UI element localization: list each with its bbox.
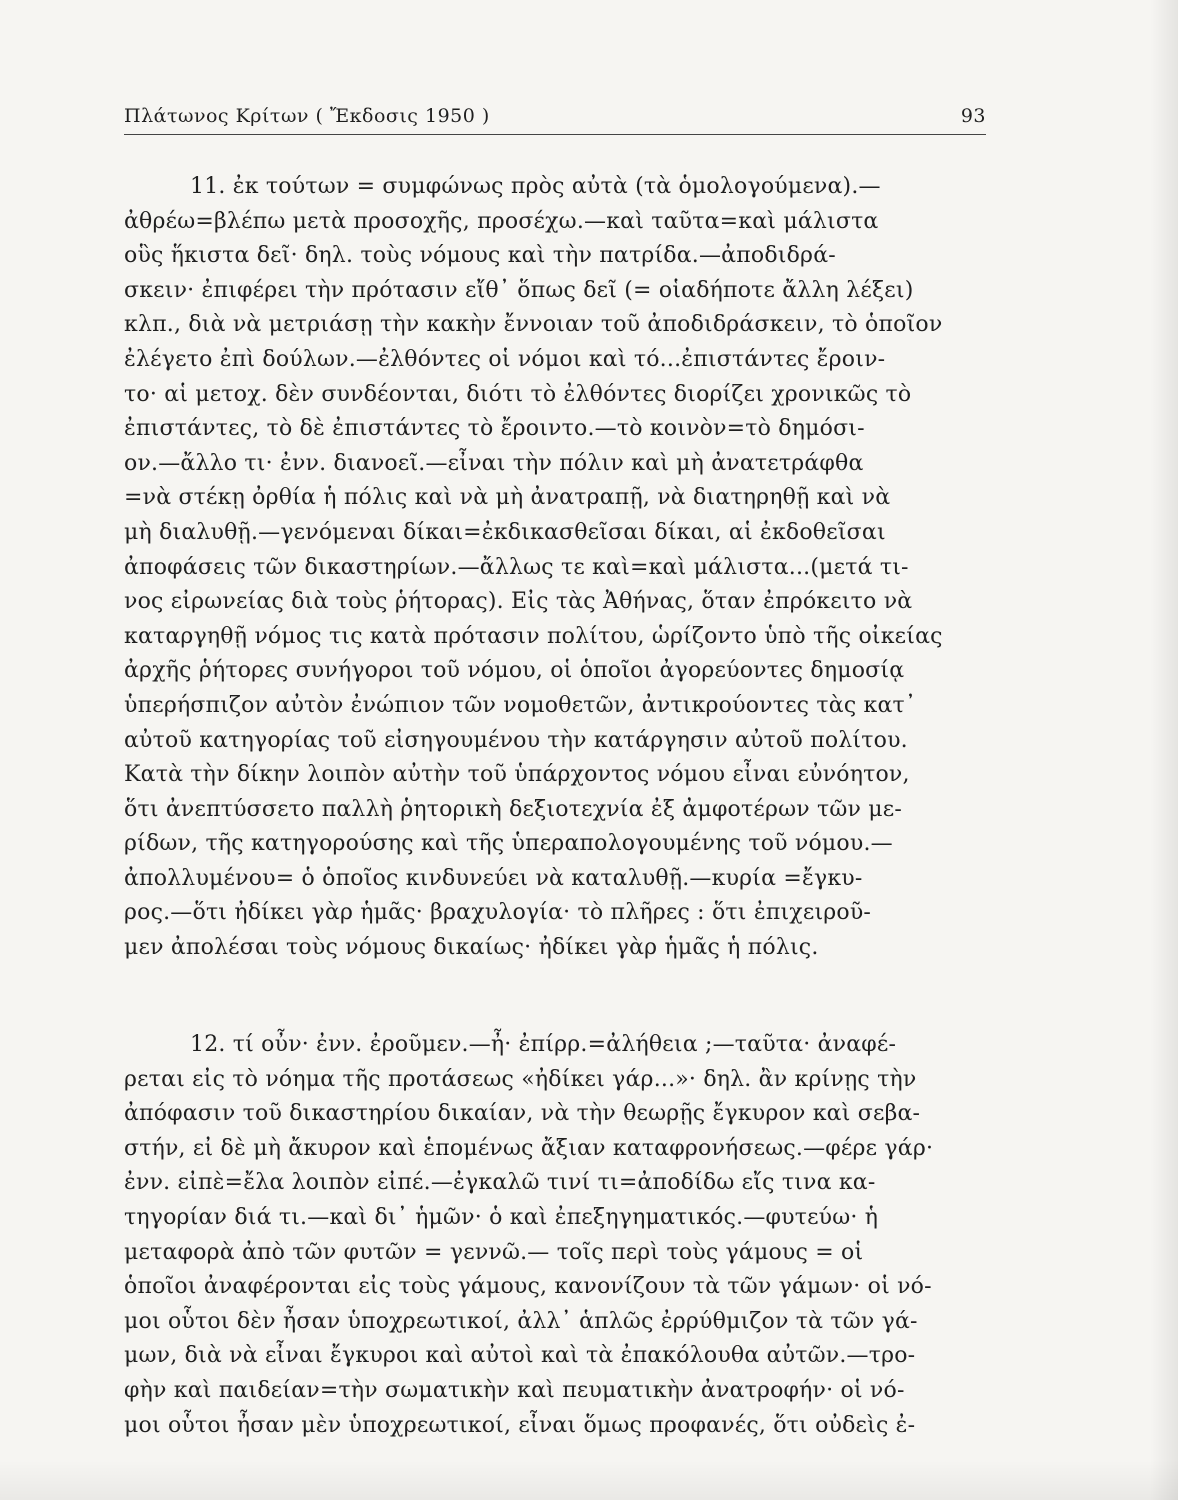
text-line: ἀθρέω=βλέπω μετὰ προσοχῆς, προσέχω.—καὶ ταῦτα=καὶ μάλιστα bbox=[124, 208, 879, 234]
text-line: μεταφορὰ ἀπὸ τῶν φυτῶν = γεννῶ.— τοῖς περὶ τοὺς γάμους = οἱ bbox=[124, 1239, 864, 1265]
text-line: μοι οὗτοι δὲν ἦσαν ὑποχρεωτικοί, ἀλλ᾽ ἁπλῶς ἐρρύθμιζον τὰ τῶν γά- bbox=[124, 1308, 918, 1334]
text-line: ον.—ἄλλο τι· ἐνν. διανοεῖ.—εἶναι τὴν πόλιν καὶ μὴ ἀνατετράφθα bbox=[124, 450, 864, 476]
text-line: μων, διὰ νὰ εἶναι ἔγκυροι καὶ αὐτοὶ καὶ τὰ ἐπακόλουθα αὐτῶν.—τρο- bbox=[124, 1343, 916, 1369]
text-line: φὴν καὶ παιδείαν=τὴν σωματικὴν καὶ πευματικὴν ἀνατροφήν· οἱ νό- bbox=[124, 1377, 905, 1403]
text-line: ὁποῖοι ἀναφέρονται εἰς τοὺς γάμους, κανονίζουν τὰ τῶν γάμων· οἱ νό- bbox=[124, 1274, 932, 1300]
text-line: ἐνν. εἰπὲ=ἔλα λοιπὸν εἰπέ.—ἐγκαλῶ τινί τι=ἀποδίδω εἴς τινα κα- bbox=[124, 1170, 876, 1196]
commentary-paragraph-11 bbox=[124, 170, 1006, 966]
text-line: 12. τί οὖν· ἐνν. ἐροῦμεν.—ἦ· ἐπίρρ.=ἀλήθεια ;—ταῦτα· ἀναφέ- bbox=[190, 1032, 897, 1057]
text-line: οὓς ἥκιστα δεῖ· δηλ. τοὺς νόμους καὶ τὴν πατρίδα.—ἀποδιδρά- bbox=[124, 243, 836, 269]
text-line: ἀποφάσεις τῶν δικαστηρίων.—ἄλλως τε καὶ=καὶ μάλιστα...(μετά τι- bbox=[124, 554, 909, 580]
text-line: καταργηθῇ νόμος τις κατὰ πρότασιν πολίτου, ὡρίζοντο ὑπὸ τῆς οἰκείας bbox=[124, 623, 943, 649]
text-line: ἀπολλυμένου= ὁ ὁποῖος κινδυνεύει νὰ καταλυθῇ.—κυρία =ἔγκυ- bbox=[124, 865, 863, 891]
text-line: το· αἱ μετοχ. δὲν συνδέονται, διότι τὸ ἐλθόντες διορίζει χρονικῶς τὸ bbox=[124, 381, 912, 407]
text-line: ρίδων, τῆς κατηγορούσης καὶ τῆς ὑπεραπολογουμένης τοῦ νόμου.— bbox=[124, 831, 893, 857]
book-title: Πλάτωνος Κρίτων ( Ἔκδοσις 1950 ) bbox=[124, 105, 490, 127]
text-line: Κατὰ τὴν δίκην λοιπὸν αὐτὴν τοῦ ὑπάρχοντος νόμου εἶναι εὐνόητον, bbox=[124, 762, 910, 788]
text-line: ὅτι ἀνεπτύσσετο παλλὴ ῥητορικὴ δεξιοτεχνία ἐξ ἀμφοτέρων τῶν με- bbox=[124, 796, 903, 822]
text-line: στήν, εἰ δὲ μὴ ἄκυρον καὶ ἑπομένως ἄξιαν καταφρονήσεως.—φέρε γάρ· bbox=[124, 1135, 934, 1161]
header-rule bbox=[124, 134, 986, 135]
text-line: νος εἰρωνείας διὰ τοὺς ῥήτορας). Εἰς τὰς Ἀθήνας, ὅταν ἐπρόκειτο νὰ bbox=[124, 589, 913, 615]
text-line: ἀπόφασιν τοῦ δικαστηρίου δικαίαν, νὰ τὴν θεωρῇς ἔγκυρον καὶ σεβα- bbox=[124, 1101, 921, 1127]
text-line: κλπ., διὰ νὰ μετριάσῃ τὴν κακὴν ἔννοιαν τοῦ ἀποδιδράσκειν, τὸ ὁποῖον bbox=[124, 312, 943, 338]
running-header bbox=[124, 105, 986, 135]
text-line: 11. ἐκ τούτων = συμφώνως πρὸς αὐτὰ (τὰ ὁμολογούμενα).— bbox=[190, 174, 881, 199]
text-line: σκειν· ἐπιφέρει τὴν πρότασιν εἴθ᾽ ὅπως δεῖ (= οἱαδήποτε ἄλλη λέξει) bbox=[124, 277, 914, 303]
text-line: μοι οὗτοι ἦσαν μὲν ὑποχρεωτικοί, εἶναι ὅμως προφανές, ὅτι οὐδεὶς ἐ- bbox=[124, 1412, 916, 1438]
page-number: 93 bbox=[960, 105, 986, 127]
page-bottom-shadow bbox=[0, 1460, 1178, 1500]
commentary-paragraph-12 bbox=[124, 1028, 1006, 1443]
text-line: τηγορίαν διά τι.—καὶ δι᾽ ἡμῶν· ὁ καὶ ἐπεξηγηματικός.—φυτεύω· ἡ bbox=[124, 1204, 879, 1230]
text-line: αὐτοῦ κατηγορίας τοῦ εἰσηγουμένου τὴν κατάργησιν αὐτοῦ πολίτου. bbox=[124, 727, 908, 753]
text-line: ρεται εἰς τὸ νόημα τῆς προτάσεως «ἠδίκει γάρ...»· δηλ. ἂν κρίνῃς τὴν bbox=[124, 1066, 917, 1092]
text-line: ἐπιστάντες, τὸ δὲ ἐπιστάντες τὸ ἔροιντο.—τὸ κοινὸν=τὸ δημόσι- bbox=[124, 416, 865, 442]
text-line: ὑπερήσπιζον αὐτὸν ἐνώπιον τῶν νομοθετῶν, ἀντικρούοντες τὰς κατ᾽ bbox=[124, 692, 917, 718]
text-line: ἀρχῆς ῥήτορες συνήγοροι τοῦ νόμου, οἱ ὁποῖοι ἀγορεύοντες δημοσίᾳ bbox=[124, 658, 905, 684]
page-edge-shadow bbox=[1150, 0, 1178, 1500]
text-line: ρος.—ὅτι ἠδίκει γὰρ ἡμᾶς· βραχυλογία· τὸ πλῆρες : ὅτι ἐπιχειροῦ- bbox=[124, 900, 872, 926]
text-line: μὴ διαλυθῇ.—γενόμεναι δίκαι=ἐκδικασθεῖσαι δίκαι, αἱ ἐκδοθεῖσαι bbox=[124, 519, 886, 545]
text-line: μεν ἀπολέσαι τοὺς νόμους δικαίως· ἠδίκει γὰρ ἡμᾶς ἡ πόλις. bbox=[124, 935, 819, 961]
text-line: =νὰ στέκῃ ὀρθία ἡ πόλις καὶ νὰ μὴ ἀνατραπῇ, νὰ διατηρηθῇ καὶ νὰ bbox=[124, 485, 891, 511]
text-line: ἐλέγετο ἐπὶ δούλων.—ἐλθόντες οἱ νόμοι καὶ τό...ἐπιστάντες ἔροιν- bbox=[124, 346, 886, 372]
